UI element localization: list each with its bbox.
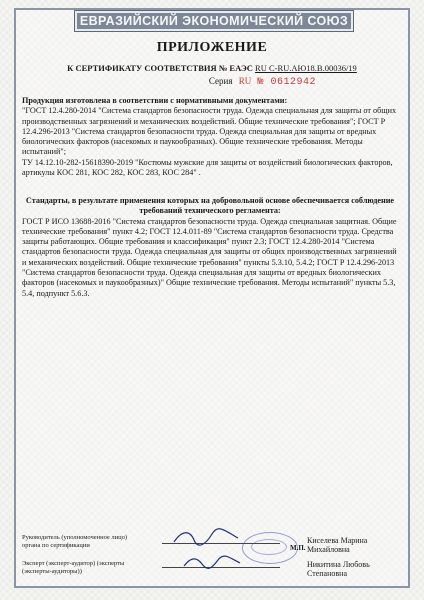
- expert-role-label: Эксперт (эксперт-аудитор) (эксперты (эксперты-аудиторы)): [22, 560, 125, 575]
- expert-name: Никитина Любовь Степановна: [307, 560, 370, 578]
- union-banner: ЕВРАЗИЙСКИЙ ЭКОНОМИЧЕСКИЙ СОЮЗ: [74, 10, 354, 32]
- head-name: Киселева Марина Михайловна: [307, 536, 368, 554]
- normative-documents-section: [22, 96, 398, 178]
- head-signature-icon: [172, 528, 242, 546]
- series-number: № 0612942: [257, 77, 316, 88]
- signature-area: [22, 530, 402, 580]
- series-code: RU: [238, 76, 252, 86]
- seal-place-label: М.П.: [290, 544, 306, 552]
- normative-documents-heading: Продукция изготовлена в соответствии с нормативными документами:: [22, 96, 288, 105]
- standards-heading: Стандарты, в результате применения которых на добровольной основе обеспечивается соблюдение требований технического регламента:: [25, 196, 395, 216]
- certificate-reference: [0, 63, 424, 73]
- standards-text: ГОСТ Р ИСО 13688-2016 "Система стандартов безопасности труда. Одежда специальная защитная. Общие технические требования" пункт 4.2; ГОСТ 12.4.011-89 "Система стандартов безопасности труда. Средства защиты работающих. Общие требования и классификация" пункт 2.3; ГОСТ 12.4.280-2014 "Система стандартов безопасности труда. Одежда специальная для защиты от общих производственных загрязнений и механических воздействий. Общие технические требования" пункты 5.3.10, 5.4.2; ГОСТ Р 12.4.296-2013 "Система стандартов безопасности труда. Одежда специальная для защиты от вредных биологических факторов (насекомых и паукообразных)" Общие технические требования. Методы испытаний" пункты 5.3, 5.4, подпункт 5.6.3.: [22, 216, 397, 298]
- certificate-reference-prefix: К СЕРТИФИКАТУ СООТВЕТСТВИЯ № ЕАЭС: [67, 63, 253, 73]
- head-role-label: Руководитель (уполномоченное лицо) органа по сертификации: [22, 534, 128, 549]
- page-title: ПРИЛОЖЕНИЕ: [156, 40, 268, 55]
- series-line: [209, 76, 316, 88]
- standards-section: [22, 196, 398, 299]
- certificate-number: RU C-RU.АЮ18.В.00036/19: [255, 63, 357, 73]
- series-label: Серия: [208, 76, 233, 86]
- expert-signature-icon: [182, 554, 242, 570]
- normative-documents-text: "ГОСТ 12.4.280-2014 "Система стандартов безопасности труда. Одежда специальная для защиты от общих производственных загрязнений и механических воздействий. Общие технические требования"; ГОСТ Р 12.4.296-2013 "Система стандартов безопасности труда. Одежда специальная для защиты от вредных биологических факторов (насекомых и паукообразных). Общие технические требования. Методы испытаний"; ТУ 14.12.10-282-15618390-2019 "Костюмы мужские для защиты от воздействий биологических факторов, артикулы КОС 281, КОС 282, КОС 283, КОС 284" .: [22, 106, 397, 178]
